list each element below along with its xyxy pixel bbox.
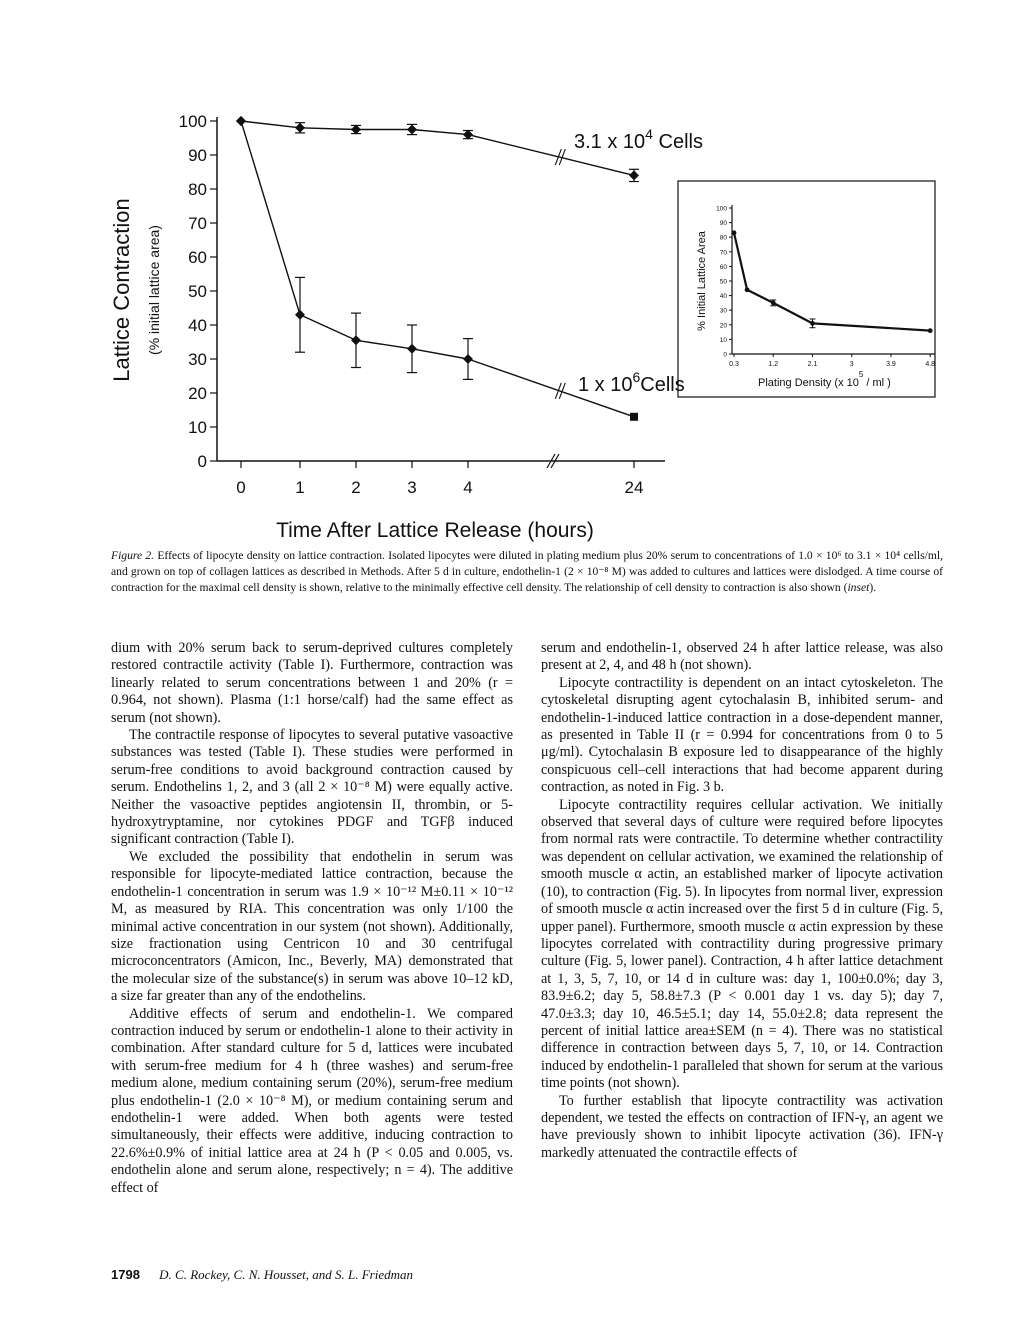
inset-y-tick-label: 80 (719, 234, 727, 242)
data-point (407, 344, 417, 354)
inset-line-segment (773, 303, 812, 323)
inset-x-axis-title: Plating Density (x $10^5$ / ml ) (758, 370, 891, 389)
inset-y-tick-label: 10 (719, 336, 727, 344)
y-tick-label: 20 (188, 384, 207, 403)
paragraph: Lipocyte contractility is dependent on an intact cytoskeleton. The cytoskeletal disrupting agent cytochalasin B, inhibited serum- and endothelin-1-induced lattice contraction in a dose-dependent manner, as presented in Table II (r = 0.994 for concentrations from 0 to 5 μg/ml). Cytochalasin B exposure led to disappearance of the highly conspicuous cell–cell interactions that had become apparent during contraction, as noted in Fig. 3 b. (541, 674, 943, 796)
y-tick-label: 100 (178, 112, 207, 131)
inset-y-tick-label: 0 (723, 351, 727, 359)
paragraph: dium with 20% serum back to serum-deprived cultures completely restored contractile activity (Table I). Furthermore, contraction was linearly related to serum concentrations between 1 and 20% (r = 0.964, not shown). Plasma (1:1 horse/calf) had the same effect as serum (not shown). (111, 640, 513, 726)
inset-y-tick-label: 90 (719, 220, 727, 228)
series-line-segment (300, 128, 356, 130)
y-tick-label: 70 (188, 214, 207, 233)
y-tick-label: 40 (188, 316, 207, 335)
paragraph: Lipocyte contractility requires cellular activation. We initially observed that several days of culture were required before lipocytes from normal rats were contractile. To determine whether contractility was dependent on cellular activation, we examined the relationship of smooth muscle α actin, an established marker of lipocyte activation (10), to contraction (Fig. 5). In lipocytes from normal liver, expression of smooth muscle α actin increased over the first 5 d in culture (Fig. 5, upper panel). Furthermore, smooth muscle α actin expression by these lipocytes correlated with contractility during progressive primary culture (Fig. 5, lower panel). Contraction, 4 h after lattice detachment at 1, 3, 5, 7, 10, or 14 d in culture was: day 1, 100±0.0%; day 3, 83.9±6.2; day 5, 58.8±7.3 (P < 0.001 day 1 vs. day 5); day 7, 47.0±3.3; day 10, 46.5±5.1; day 14, 55.0±2.8; data represent the percent of initial lattice area±SEM (n = 4). There was no statistical difference in contraction between days 5, 7, 10, or 14. Contraction induced by endothelin-1 paralleled that shown for serum at the various time points (not shown). (541, 796, 943, 1092)
x-tick-label: 0 (236, 478, 246, 497)
inset-data-point (810, 321, 815, 326)
right-column (541, 640, 943, 1162)
authors: D. C. Rockey, C. N. Housset, and S. L. Friedman (159, 1267, 414, 1282)
data-point (351, 335, 361, 345)
paragraph: The contractile response of lipocytes to several putative vasoactive substances was tested (Table I). These studies were performed in serum-free conditions to avoid background contraction caused by serum. Endothelins 1, 2, and 3 (all 2 × 10⁻⁸ M) were equally active. Neither the vasoactive peptides angiotensin II, thrombin, or 5-hydroxytryptamine, nor cytokines PDGF and TGFβ induced significant contraction (Table I). (111, 727, 513, 848)
inset-y-tick-label: 100 (716, 205, 727, 213)
inset-y-tick-label: 60 (719, 263, 727, 271)
inset-data-point (771, 301, 776, 306)
y-tick-label: 10 (188, 418, 207, 437)
inset-y-tick-label: 40 (719, 293, 727, 301)
series-label-low: 1 x $10^6Cells$ (578, 369, 685, 396)
data-point (236, 116, 246, 126)
y-tick-label: 80 (188, 180, 207, 199)
inset-y-tick-label: 70 (719, 249, 727, 257)
y-axis-title: Lattice Contraction (109, 198, 134, 382)
inset-y-tick-label: 50 (719, 278, 727, 286)
y-tick-label: 60 (188, 248, 207, 267)
left-column (111, 640, 513, 1197)
series-line-segment (241, 121, 300, 315)
data-point (630, 413, 638, 421)
series-line-segment (412, 130, 468, 135)
data-point (407, 125, 417, 135)
paragraph: We excluded the possibility that endothelin in serum was responsible for lipocyte-mediated lattice contraction, because the endothelin-1 concentration in serum was 1.9 × 10⁻¹² M±0.11 × 10⁻¹² M, as measured by RIA. This concentration was only 1/100 the minimal active concentration in our system (not shown). Additionally, size fractionation using Centricon 10 and 30 centrifugal microconcentrators (Amicon, Inc., Beverly, MA) demonstrated that the molecular size of the substance(s) in serum was above 10–12 kD, a size far greater than any of the endothelins. (111, 848, 513, 1005)
x-tick-label: 4 (463, 478, 473, 497)
paragraph: Additive effects of serum and endothelin-1. We compared contraction induced by serum or endothelin-1 alone to their activity in combination. After standard culture for 5 d, lattices were incubated with serum-free medium for 4 h (three washes) and serum-free medium alone, medium containing serum (20%), serum-free medium plus endothelin-1 (2.0 × 10⁻⁸ M), or medium containing serum and endothelin-1 were added. When both agents were tested simultaneously, their effects were additive, inducing contraction to 22.6%±0.9% of initial lattice area at 24 h (P < 0.05 and 0.005, vs. endothelin alone and serum alone, respectively; n = 4). The additive effect of (111, 1005, 513, 1196)
inset-data-point (732, 230, 737, 235)
figure-caption (111, 548, 943, 596)
inset-data-point (928, 328, 933, 333)
x-tick-label: 3 (407, 478, 417, 497)
y-tick-label: 30 (188, 350, 207, 369)
inset-y-axis-title: % Initial Lattice Area (696, 231, 708, 331)
inset-y-tick-label: 20 (719, 322, 727, 330)
figure-2 (0, 0, 1020, 545)
data-point (629, 170, 639, 180)
x-axis-title: Time After Lattice Release (hours) (276, 519, 594, 542)
data-point (295, 123, 305, 133)
series-line-segment (356, 340, 412, 349)
inset-x-tick-label: 0.3 (729, 361, 739, 368)
y-tick-label: 50 (188, 282, 207, 301)
x-tick-label: 2 (351, 478, 361, 497)
main-chart (109, 112, 703, 542)
data-point (463, 354, 473, 364)
inset-x-tick-label: 4.8 (925, 361, 936, 368)
caption-text: Effects of lipocyte density on lattice contraction. Isolated lipocytes were diluted in plating medium plus 20% serum to concentrations of 1.0 × 10⁶ to 3.1 × 10⁴ cells/ml, and grown on top of collagen lattices as described in Methods. After 5 d in culture, endothelin-1 (2 × 10⁻⁸ M) was added to cultures and lattices were dislodged. A time course of contraction for the maximal cell density is shown, relative to the minimally effective cell density. The relationship of cell density to contraction is also shown ( (111, 549, 943, 594)
inset-line-segment (812, 323, 930, 330)
inset-chart (678, 181, 935, 397)
series-line-segment (300, 315, 356, 341)
inset-y-tick-label: 30 (719, 307, 727, 315)
inset-data-point (745, 287, 750, 292)
inset-line-segment (734, 233, 747, 290)
inset-line-segment (747, 290, 773, 303)
page-footer (111, 1267, 413, 1283)
inset-x-tick-label: 3.9 (886, 361, 896, 368)
y-tick-label: 0 (197, 452, 207, 471)
series-label-high: 3.1 x $10^4$ Cells (574, 126, 703, 153)
paragraph: To further establish that lipocyte contractility was activation dependent, we tested the effects on contraction of IFN-γ, an agent we have previously shown to inhibit lipocyte activation (36). IFN-γ markedly attenuated the contractile effects of (541, 1092, 943, 1161)
caption-end: ). (869, 581, 877, 594)
data-point (295, 310, 305, 320)
paragraph: serum and endothelin-1, observed 24 h after lattice release, was also present at 2, 4, and 48 h (not shown). (541, 640, 943, 674)
caption-inset-word: inset (847, 581, 870, 594)
inset-x-tick-label: 2.1 (807, 361, 818, 368)
y-axis-subtitle: (% initial lattice area) (146, 225, 162, 355)
series-line-segment (412, 349, 468, 359)
x-tick-label: 1 (295, 478, 305, 497)
inset-frame (678, 181, 935, 397)
inset-x-tick-label: 3 (849, 361, 854, 368)
x-tick-label: 24 (624, 478, 644, 497)
page-number: 1798 (111, 1267, 140, 1282)
series-line-segment (241, 121, 300, 128)
inset-x-tick-label: 1.2 (768, 361, 779, 368)
caption-label: Figure 2. (111, 549, 155, 562)
y-tick-label: 90 (188, 146, 207, 165)
